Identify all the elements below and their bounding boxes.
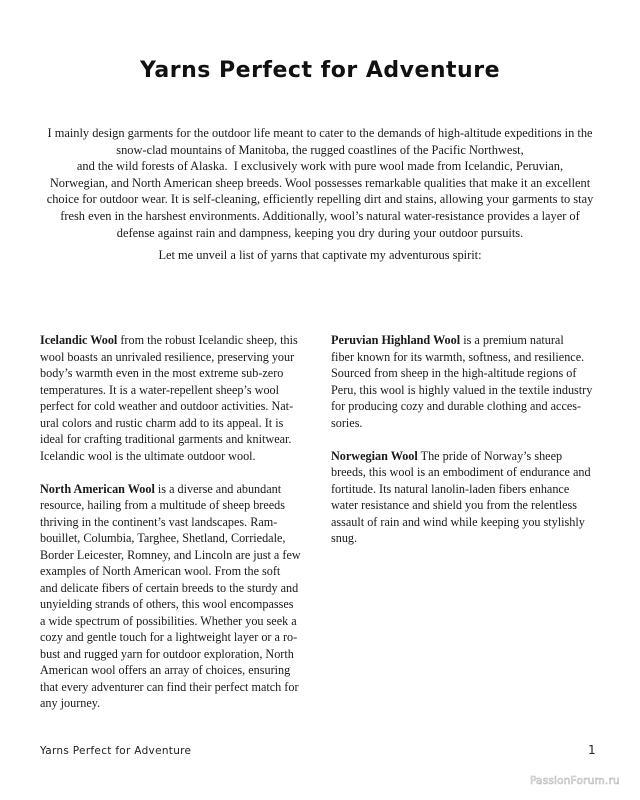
intro-line: I mainly design garments for the outdoor life meant to cater to the demands of high-altitude expeditions in the (47, 126, 593, 140)
yarn-entry-peruvian-highland-wool (331, 332, 621, 431)
entry-line: Border Leicester, Romney, and Lincoln are just a few (40, 547, 301, 562)
entry-line: assault of rain and wind while keeping you stylishly (331, 514, 585, 529)
yarn-name: Norwegian Wool (331, 448, 418, 463)
entry-line: ural colors and rustic charm add to its appeal. It is (40, 415, 284, 430)
entry-line: thriving in the continent’s vast landscapes. Ram- (40, 514, 278, 529)
entry-line: Icelandic wool is the ultimate outdoor wool. (40, 448, 256, 463)
entry-line: American wool offers an array of choices, ensuring (40, 663, 291, 677)
entry-line: examples of North American wool. From the soft (40, 564, 281, 578)
entry-line: bouillet, Columbia, Targhee, Shetland, Corriedale, (40, 531, 286, 545)
intro-paragraph (20, 125, 620, 241)
entry-line: sories. (331, 415, 363, 430)
entry-first-line (40, 332, 330, 349)
intro-line: choice for outdoor wear. It is self-cleaning, efficiently repelling dirt and stains, allowing your garments to stay (46, 192, 594, 207)
entry-first-line (331, 448, 621, 465)
entry-first-line (331, 332, 621, 349)
entry-text: The pride of Norway’s sheep (417, 448, 563, 463)
right-column (331, 332, 621, 563)
entry-line: wool boasts an unrivaled resilience, preserving your (40, 349, 295, 364)
intro-line: fresh even in the harshest environments. Additionally, wool’s natural water-resistance provides a layer of (60, 208, 580, 223)
yarn-name: Icelandic Wool (40, 333, 118, 347)
lead-sentence: Let me unveil a list of yarns that captivate my adventurous spirit: (158, 248, 482, 262)
page-number: 1 (588, 743, 596, 757)
intro-line: snow-clad mountains of Manitoba, the rugged coastlines of the Pacific Northwest, (116, 142, 524, 157)
entry-line: perfect for cold weather and outdoor activities. Nat- (40, 399, 294, 413)
entry-line: ideal for crafting traditional garments and knitwear. (40, 432, 292, 446)
entry-line: Sourced from sheep in the high-altitude regions of (331, 366, 577, 380)
watermark: PassionForum.ru (530, 775, 620, 787)
yarn-name: North American Wool (40, 481, 155, 496)
entry-line: a wide spectrum of possibilities. Whether you seek a (40, 613, 297, 628)
entry-line: fiber known for its warmth, softness, and resilience. (331, 349, 585, 364)
entry-line: that every adventurer can find their perfect match for (40, 679, 299, 694)
entry-first-line (40, 481, 330, 498)
entry-line: breeds, this wool is an embodiment of endurance and (331, 465, 591, 479)
yarn-entry-norwegian-wool (331, 448, 621, 547)
entry-line: unyielding strands of others, this wool encompasses (40, 597, 294, 611)
entry-line: body’s warmth even in the most extreme sub-zero (40, 366, 284, 380)
yarn-entry-icelandic-wool (40, 332, 330, 464)
entry-line: for producing cozy and durable clothing and acces- (331, 399, 582, 413)
entry-line: cozy and gentle touch for a lightweight layer or a ro- (40, 630, 298, 644)
entry-line: bust and rugged yarn for outdoor exploration, North (40, 646, 294, 661)
entry-text: from the robust Icelandic sheep, this (117, 333, 298, 347)
entry-line: resource, hailing from a multitude of sheep breeds (40, 498, 286, 512)
entry-line: fortitude. Its natural lanolin-laden fibers enhance (331, 481, 570, 496)
entry-line: temperatures. It is a water-repellent sheep’s wool (40, 382, 280, 397)
page-title: Yarns Perfect for Adventure (140, 58, 500, 83)
intro-line: Norwegian, and North American sheep breeds. Wool possesses remarkable qualities that make it an excellent (49, 175, 591, 190)
footer-running-title: Yarns Perfect for Adventure (40, 745, 192, 757)
entry-line: and delicate fibers of certain breeds to the sturdy and (40, 580, 299, 595)
entry-text: is a diverse and abundant (154, 481, 282, 496)
intro-line: and the wild forests of Alaska. I exclusively work with pure wool made from Icelandic, Peruvian, (76, 159, 564, 174)
entry-line: any journey. (40, 696, 101, 710)
yarn-name: Peruvian Highland Wool (331, 333, 461, 347)
entry-line: snug. (331, 531, 358, 545)
yarn-entry-north-american-wool (40, 481, 330, 712)
entry-line: water resistance and shield you from the relentless (331, 498, 578, 512)
entry-line: Peru, this wool is highly valued in the textile industry (331, 382, 593, 397)
entry-text: is a premium natural (460, 333, 564, 347)
left-column (40, 332, 330, 728)
intro-line: defense against rain and dampness, keeping you dry during your outdoor pursuits. (116, 225, 524, 240)
